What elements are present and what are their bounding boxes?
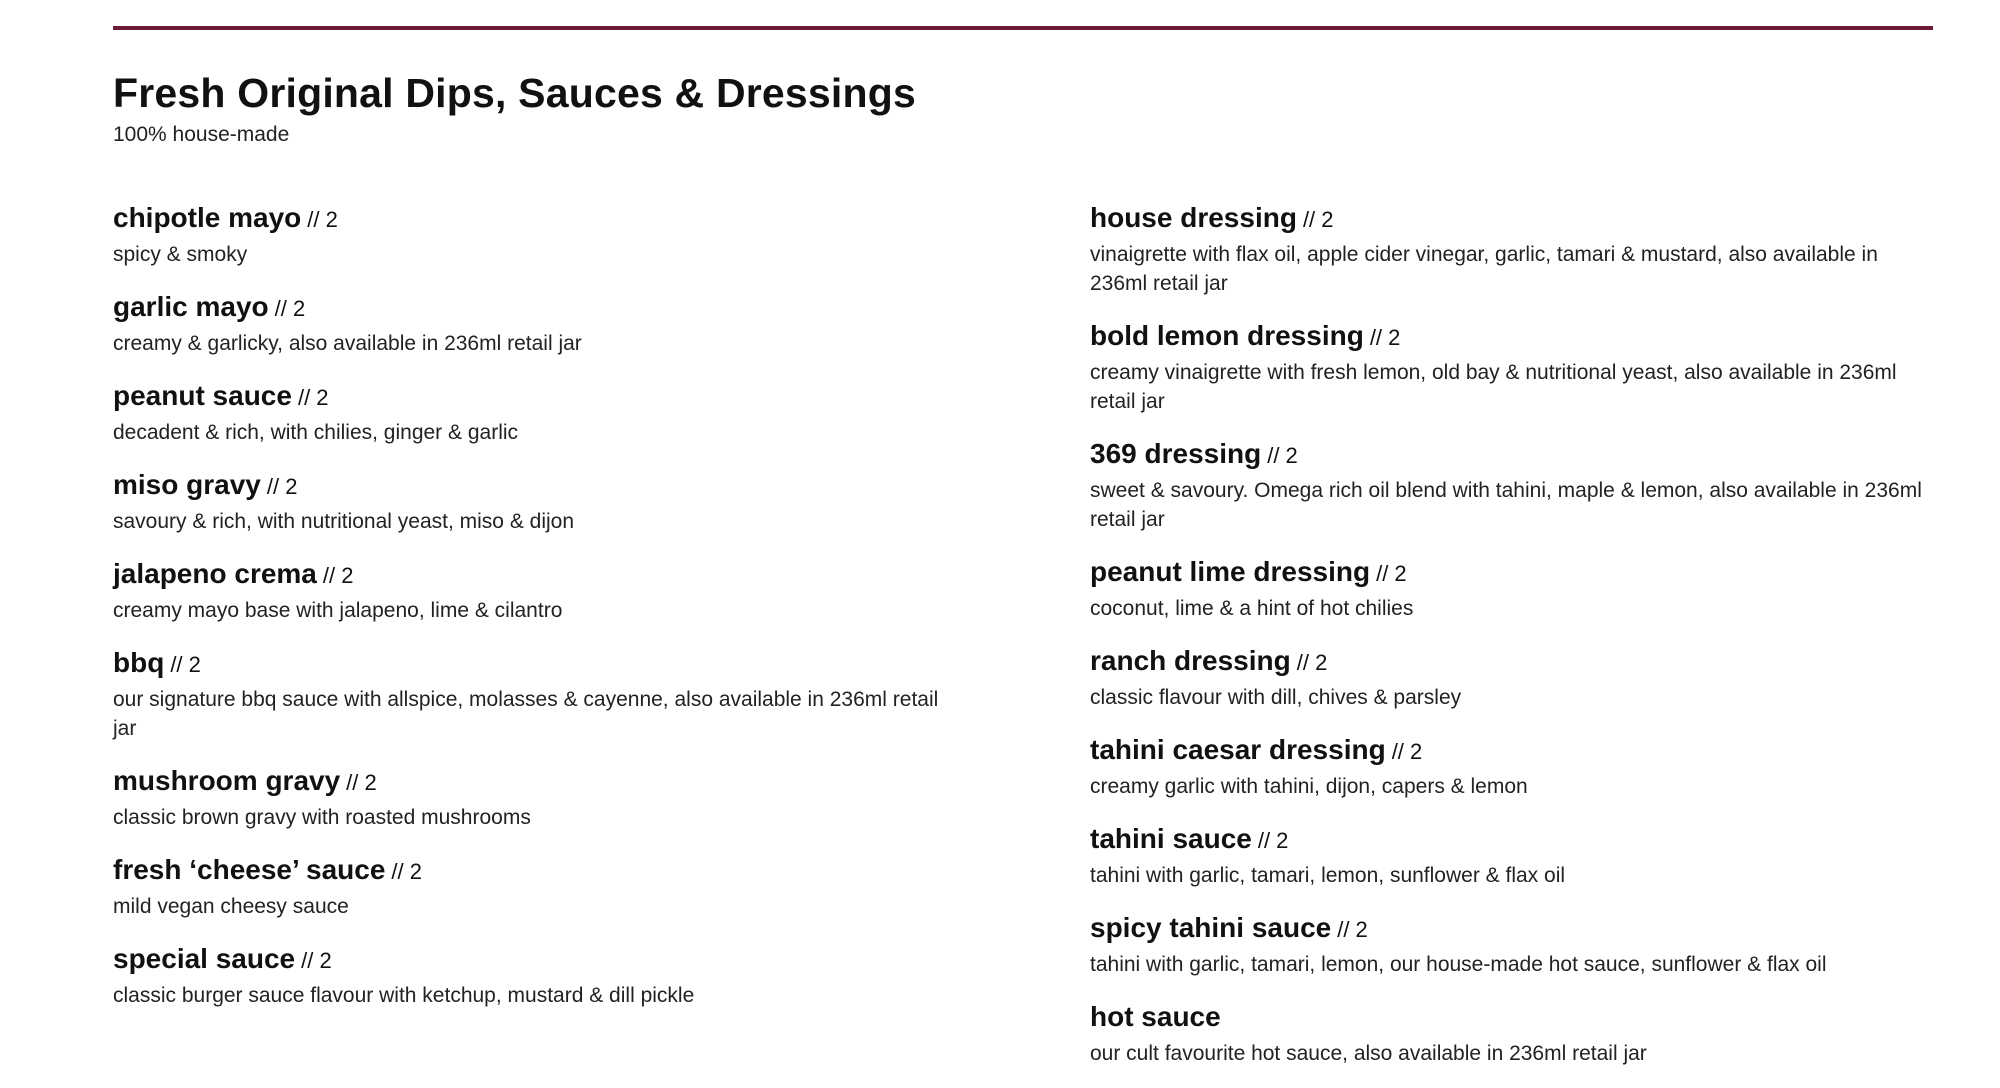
item-name: garlic mayo xyxy=(113,291,269,322)
item-price: // 2 xyxy=(1337,917,1368,942)
item-name: tahini sauce xyxy=(1090,823,1252,854)
item-price: // 2 xyxy=(1302,207,1334,232)
item-price: // 2 xyxy=(274,296,306,321)
item-price: // 2 xyxy=(322,563,354,588)
item-price: // 2 xyxy=(1267,443,1298,468)
item-description: classic burger sauce flavour with ketchup, mustard & dill pickle xyxy=(113,984,695,1007)
menu-item xyxy=(113,645,963,743)
item-price: // 2 xyxy=(1369,325,1401,350)
menu-item xyxy=(1090,554,1935,623)
menu-item xyxy=(1090,910,1935,979)
item-name: special sauce xyxy=(113,943,296,974)
item-description: classic flavour with dill, chives & parsley xyxy=(1090,686,1462,709)
item-name: ranch dressing xyxy=(1090,645,1291,676)
item-name: house dressing xyxy=(1090,202,1297,233)
item-name: hot sauce xyxy=(1090,1001,1221,1032)
item-price: // 2 xyxy=(266,474,298,499)
item-description: creamy vinaigrette with fresh lemon, old bay & nutritional yeast, also available in 236ml retail jar xyxy=(1090,361,1897,413)
menu-item xyxy=(113,467,963,536)
item-description: creamy mayo base with jalapeno, lime & cilantro xyxy=(113,599,563,622)
menu-item xyxy=(113,556,963,625)
item-price: // 2 xyxy=(301,948,332,973)
menu-item xyxy=(113,763,963,832)
menu-item xyxy=(1090,318,1935,416)
item-description: savoury & rich, with nutritional yeast, miso & dijon xyxy=(113,510,575,533)
menu-item xyxy=(1090,643,1935,712)
item-description: tahini with garlic, tamari, lemon, sunflower & flax oil xyxy=(1090,864,1566,887)
item-name: spicy tahini sauce xyxy=(1090,912,1332,943)
item-price: // 2 xyxy=(1296,650,1328,675)
item-description: sweet & savoury. Omega rich oil blend with tahini, maple & lemon, also available in 236ml retail jar xyxy=(1090,479,1922,531)
item-name: jalapeno crema xyxy=(113,558,317,589)
menu-column-right xyxy=(1090,200,1935,1088)
menu-column-left xyxy=(113,200,963,1030)
item-price: // 2 xyxy=(170,652,201,677)
item-name: bbq xyxy=(113,647,165,678)
menu-item xyxy=(113,941,963,1010)
item-name: chipotle mayo xyxy=(113,202,302,233)
item-price: // 2 xyxy=(346,770,377,795)
item-name: 369 dressing xyxy=(1090,438,1262,469)
top-divider xyxy=(113,26,1933,30)
item-name: bold lemon dressing xyxy=(1090,320,1364,351)
item-description: tahini with garlic, tamari, lemon, our house-made hot sauce, sunflower & flax oil xyxy=(1090,953,1827,976)
item-description: decadent & rich, with chilies, ginger & garlic xyxy=(113,421,519,444)
section-subtitle: 100% house-made xyxy=(113,123,290,146)
item-description: mild vegan cheesy sauce xyxy=(113,895,349,918)
item-name: tahini caesar dressing xyxy=(1090,734,1386,765)
item-price: // 2 xyxy=(1391,739,1423,764)
menu-item xyxy=(1090,999,1935,1068)
item-description: coconut, lime & a hint of hot chilies xyxy=(1090,597,1414,620)
menu-item xyxy=(113,200,963,269)
item-description: creamy & garlicky, also available in 236ml retail jar xyxy=(113,332,582,355)
item-name: fresh ‘cheese’ sauce xyxy=(113,854,386,885)
item-name: mushroom gravy xyxy=(113,765,341,796)
item-description: creamy garlic with tahini, dijon, capers & lemon xyxy=(1090,775,1528,798)
item-description: classic brown gravy with roasted mushrooms xyxy=(113,806,531,829)
item-name: peanut lime dressing xyxy=(1090,556,1371,587)
item-price: // 2 xyxy=(307,207,338,232)
item-price: // 2 xyxy=(1376,561,1407,586)
item-name: peanut sauce xyxy=(113,380,292,411)
menu-item xyxy=(113,289,963,358)
item-name: miso gravy xyxy=(113,469,261,500)
menu-item xyxy=(113,852,963,921)
section-title: Fresh Original Dips, Sauces & Dressings xyxy=(113,70,917,116)
menu-item xyxy=(1090,200,1935,298)
item-description: our signature bbq sauce with allspice, molasses & cayenne, also available in 236ml retail jar xyxy=(113,688,939,740)
item-description: spicy & smoky xyxy=(113,243,248,266)
menu-item xyxy=(1090,732,1935,801)
item-price: // 2 xyxy=(1257,828,1289,853)
item-price: // 2 xyxy=(391,859,422,884)
menu-item xyxy=(1090,821,1935,890)
item-description: vinaigrette with flax oil, apple cider vinegar, garlic, tamari & mustard, also available in 236ml retail jar xyxy=(1090,243,1878,295)
item-description: our cult favourite hot sauce, also available in 236ml retail jar xyxy=(1090,1042,1647,1065)
menu-item xyxy=(1090,436,1935,534)
menu-item xyxy=(113,378,963,447)
item-price: // 2 xyxy=(297,385,329,410)
